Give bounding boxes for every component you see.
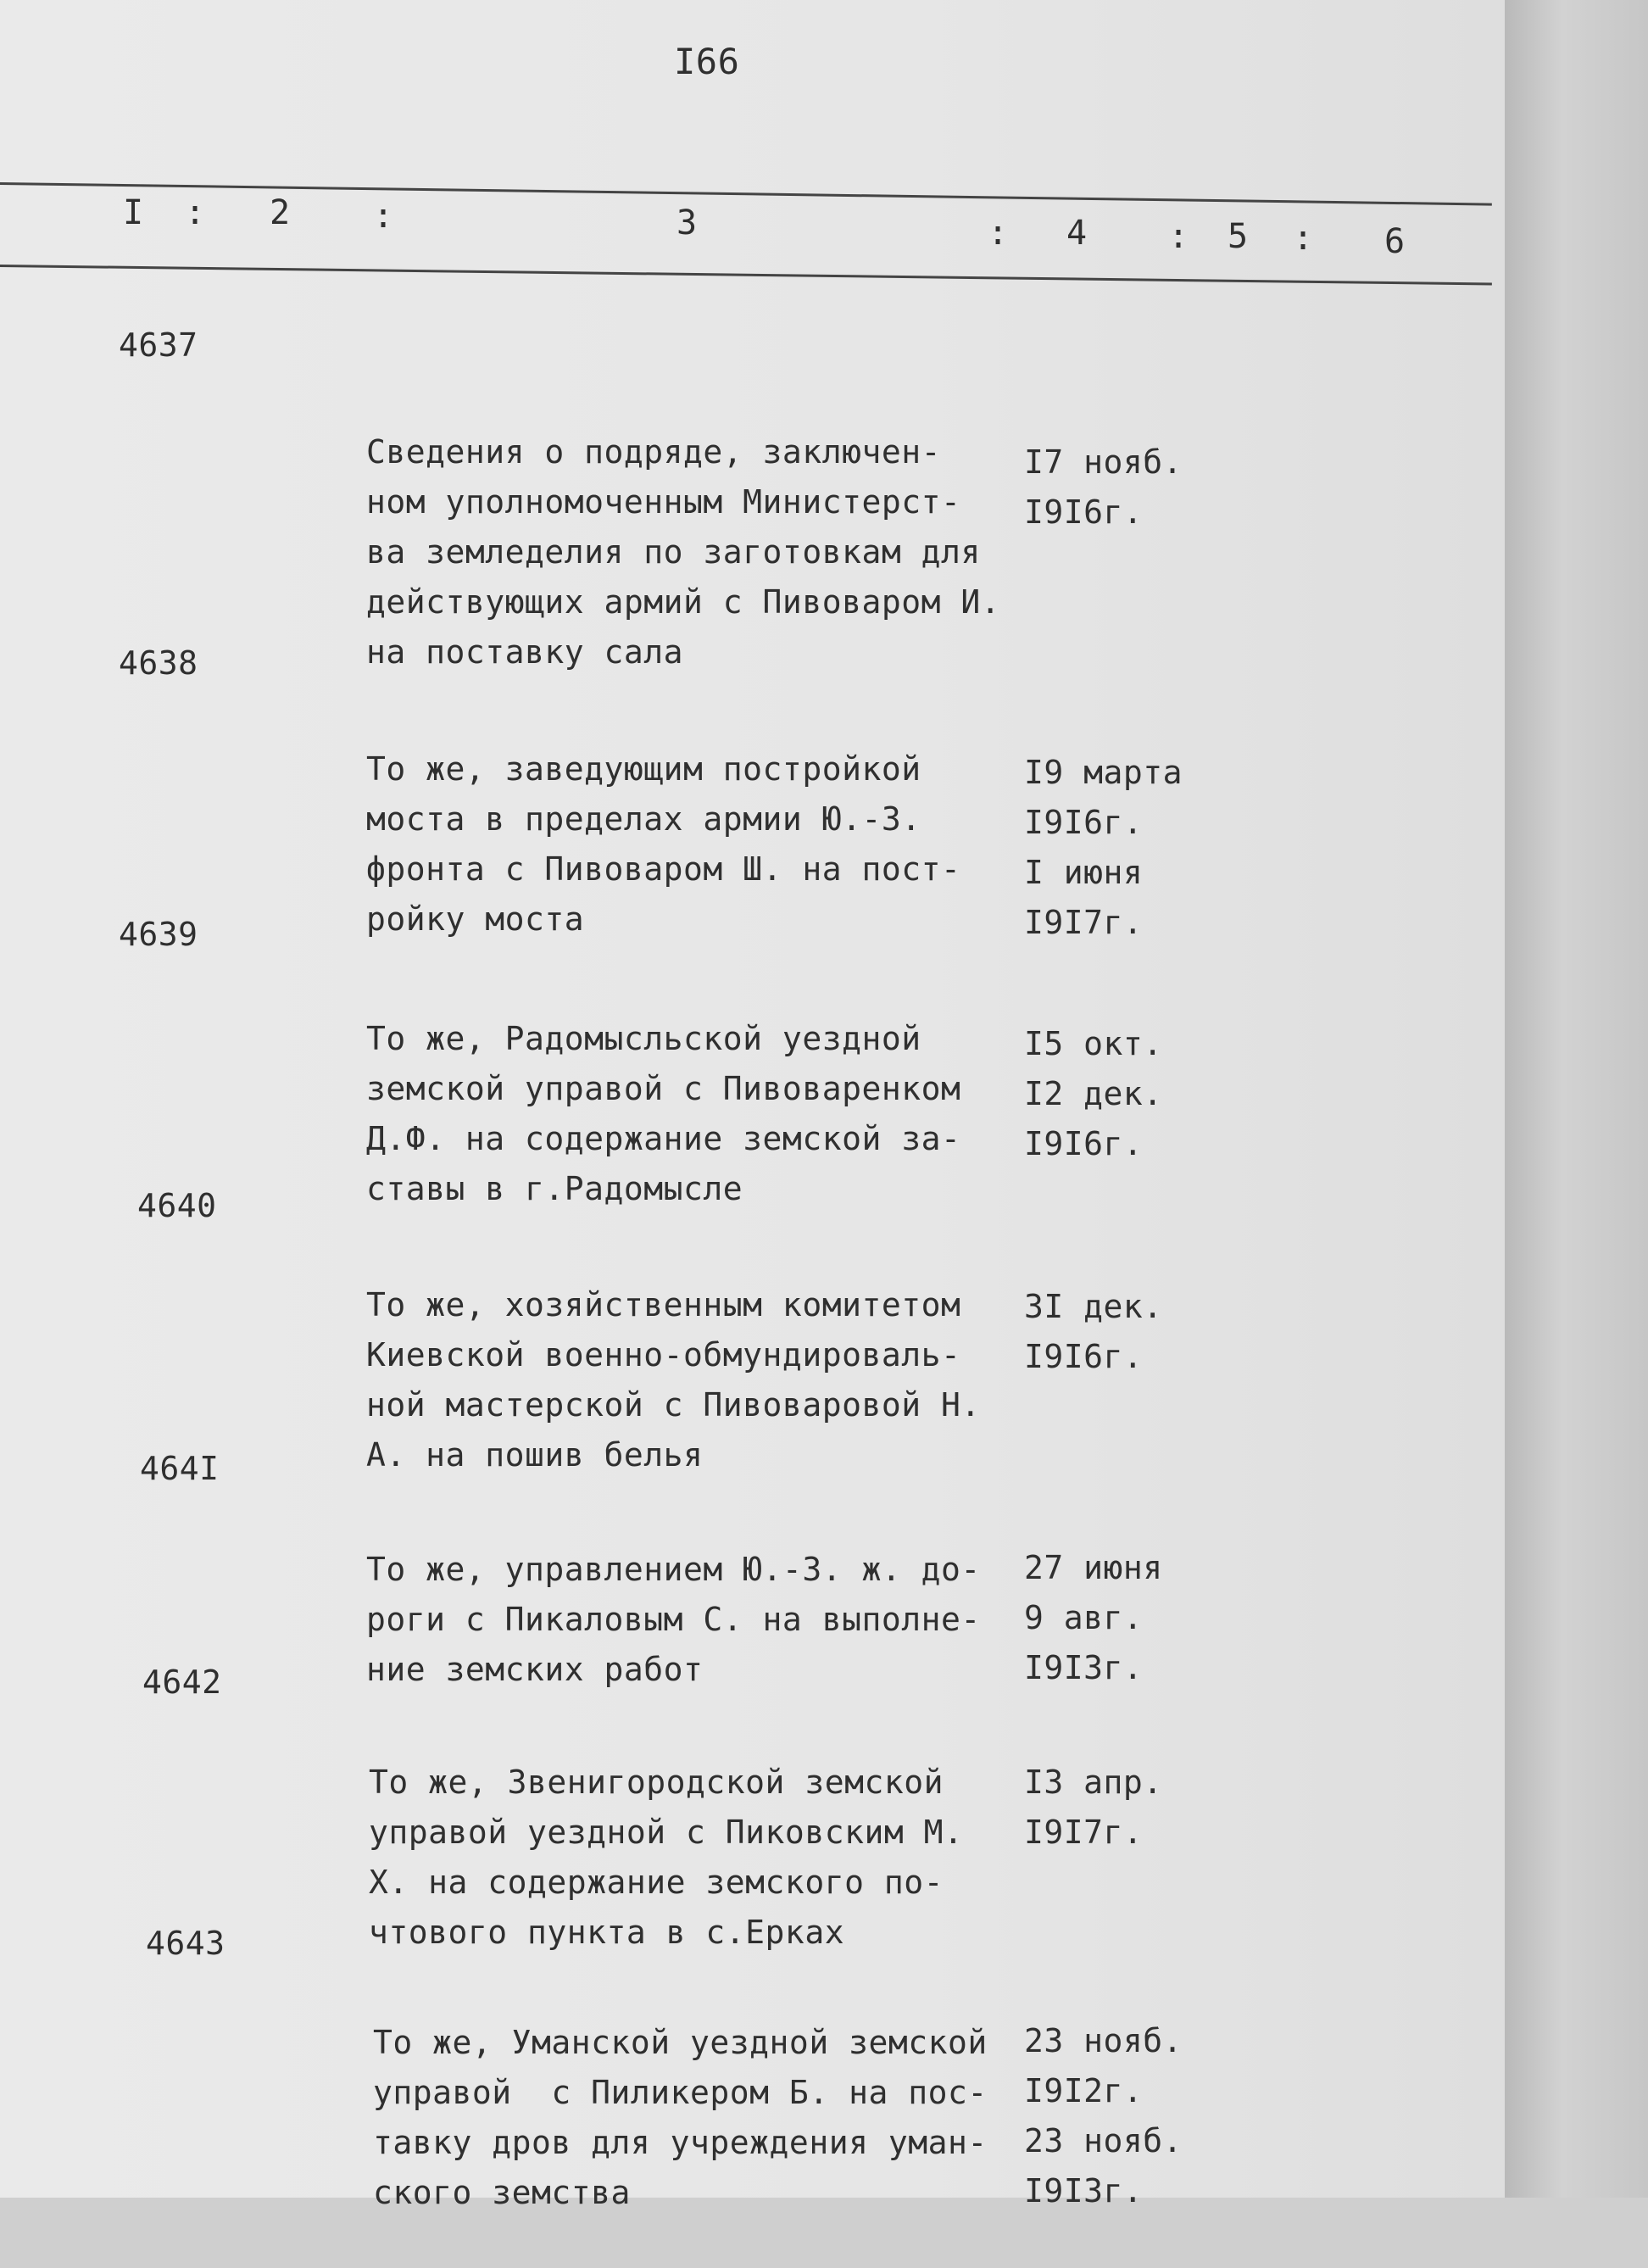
page-number: I66 <box>674 41 740 82</box>
entry-dates: I3 апр. I9I7г. <box>1024 1764 1163 1851</box>
entry-number: 4637 <box>119 326 198 364</box>
column-separator: : <box>1168 217 1189 256</box>
column-header-4: 4 <box>1066 214 1088 253</box>
entry-number: 4640 <box>137 1187 217 1224</box>
column-separator: : <box>1293 219 1314 258</box>
entry-dates: I9 марта I9I6г. I июня I9I7г. <box>1024 754 1183 941</box>
column-header-6: 6 <box>1384 222 1406 261</box>
entry-description: То же, Звенигородской земской управой уездной с Пиковским М. Х. на содержание земского по- чтового пункта в с.Ерках <box>369 1764 964 1951</box>
column-header-1: I <box>123 193 144 232</box>
entry-description: То же, заведующим постройкой моста в пределах армии Ю.-З. фронта с Пивоваром Ш. на пост- ройку моста <box>366 750 961 938</box>
entry-description: То же, Радомысльской уездной земской управой с Пивоваренком Д.Ф. на содержание земской за- ставы в г.Радомысле <box>366 1020 961 1207</box>
column-header-2: 2 <box>270 193 291 232</box>
page-edge <box>1505 0 1648 2198</box>
column-header-5: 5 <box>1228 217 1249 256</box>
column-separator: : <box>185 193 206 232</box>
entry-dates: 23 нояб. I9I2г. 23 нояб. I9I3г. <box>1024 2022 1183 2209</box>
entry-description: Сведения о подряде, заключен- ном уполномоченным Министерст- ва земледелия по заготовкам для действующих армий с Пивоваром И. на поставку сала <box>366 433 1001 671</box>
column-header-3: 3 <box>676 203 698 242</box>
column-separator: : <box>988 214 1009 253</box>
entry-dates: 27 июня 9 авг. I9I3г. <box>1024 1549 1163 1686</box>
entry-number: 4643 <box>146 1925 225 1962</box>
entry-dates: I5 окт. I2 дек. I9I6г. <box>1024 1025 1163 1162</box>
entry-number: 4638 <box>119 644 198 682</box>
entry-dates: 3I дек. I9I6г. <box>1024 1288 1163 1375</box>
entry-description: То же, управлением Ю.-З. ж. до- роги с Пикаловым С. на выполне- ние земских работ <box>366 1551 981 1688</box>
entry-dates: I7 нояб. I9I6г. <box>1024 443 1183 531</box>
entry-description: То же, хозяйственным комитетом Киевской военно-обмундироваль- ной мастерской с Пивоваровой Н. А. на пошив белья <box>366 1286 981 1474</box>
column-separator: : <box>373 197 394 236</box>
entry-description: То же, Уманской уездной земской управой с Пиликером Б. на пос- тавку дров для учреждения уман- ского земства <box>373 2024 988 2211</box>
entry-number: 4639 <box>119 916 198 953</box>
entry-number: 4642 <box>142 1663 222 1701</box>
entry-number: 464I <box>140 1450 220 1487</box>
